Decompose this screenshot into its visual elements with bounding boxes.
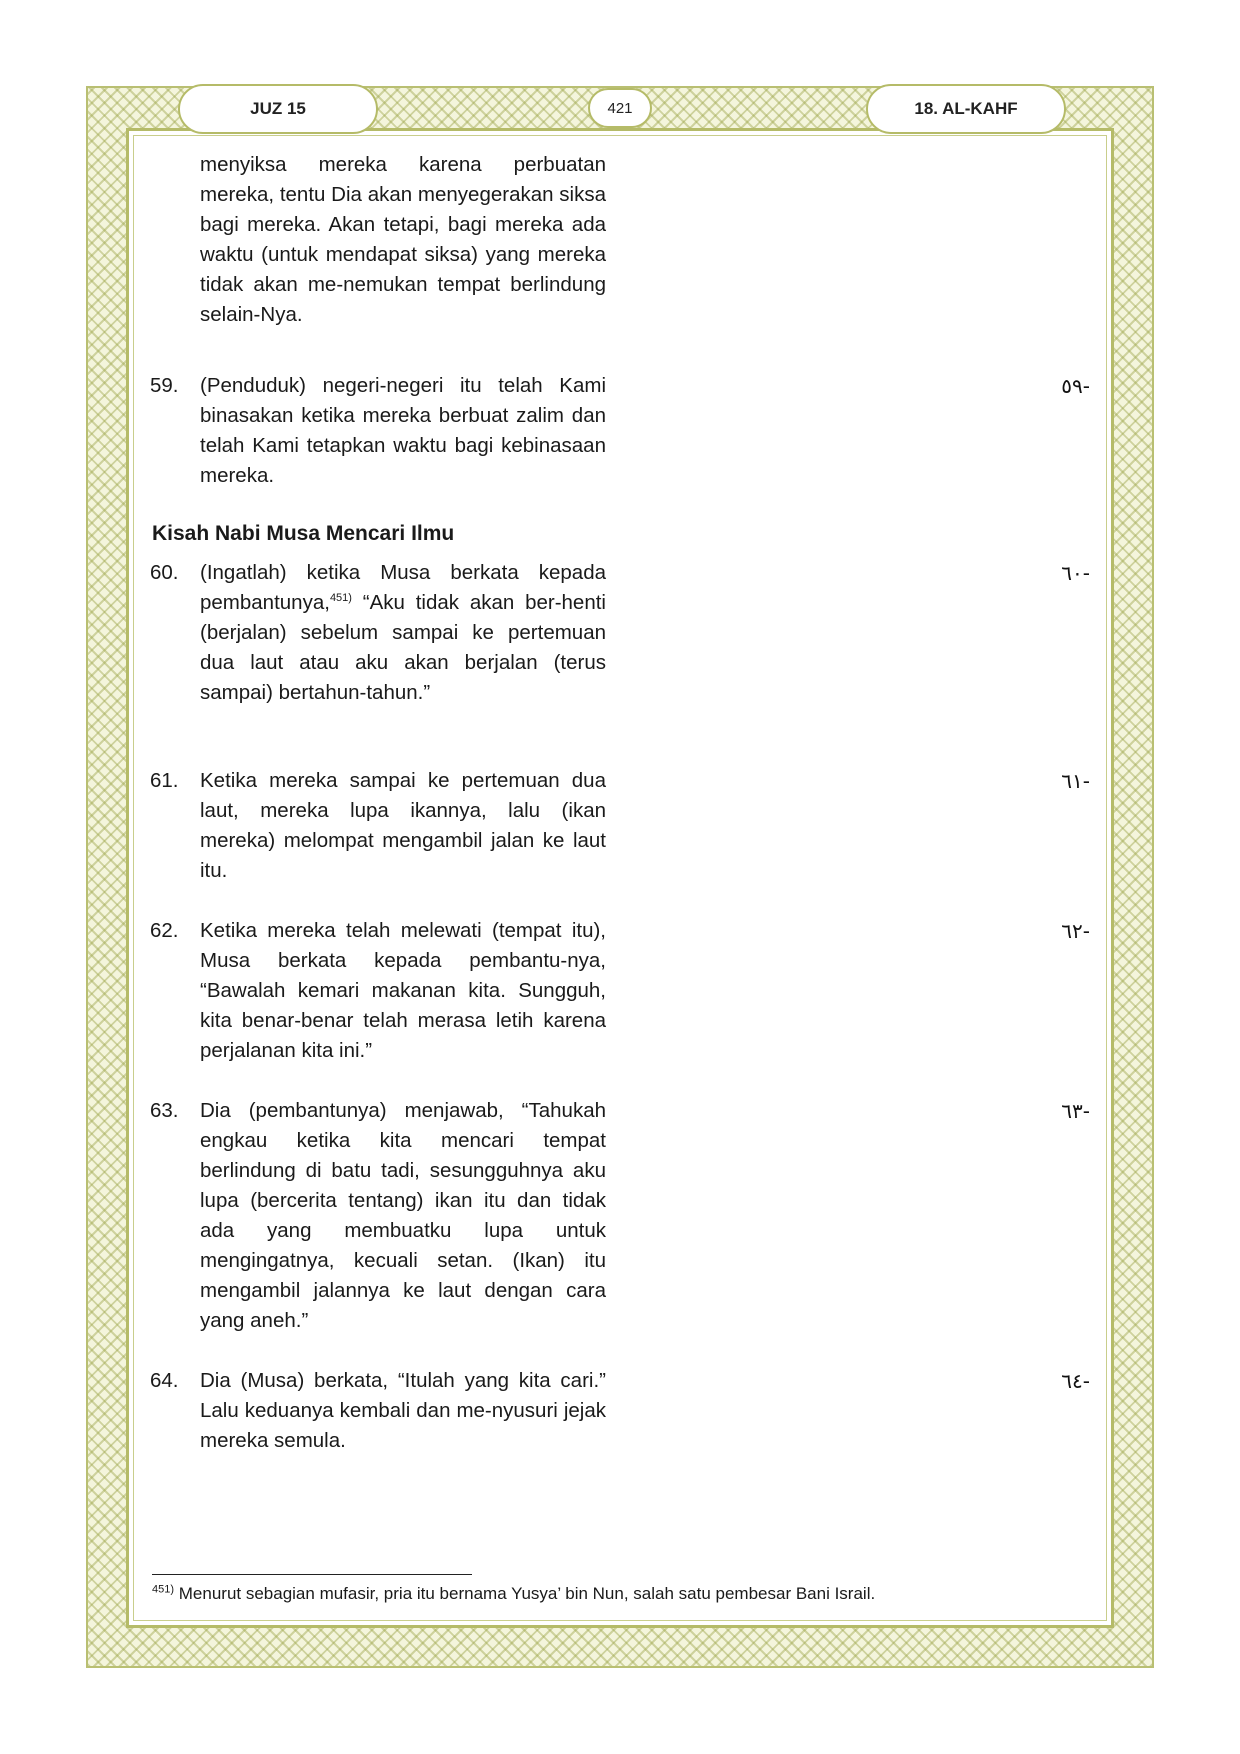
verse-translation: Ketika mereka sampai ke pertemuan dua laut, mereka lupa ikannya, lalu (ikan mereka) melompat mengambil jalan ke laut itu. [200, 769, 606, 882]
verse-number: 62. [150, 919, 179, 942]
verse-translation: Dia (Musa) berkata, “Itulah yang kita cari.” Lalu keduanya kembali dan me-nyusuri jejak mereka semula. [200, 1369, 606, 1452]
verse-number: 63. [150, 1099, 179, 1122]
verse-arabic-number: -٦٣ [1061, 1099, 1090, 1123]
verse-translation [200, 558, 606, 708]
verse-number: 61. [150, 769, 179, 792]
verse-arabic-number: -٦١ [1061, 769, 1090, 793]
page-number: 421 [588, 88, 652, 128]
verse-translation: Dia (pembantunya) menjawab, “Tahukah engkau ketika kita mencari tempat berlindung di batu tadi, sesungguhnya aku lupa (bercerita tentang) ikan itu dan tidak ada yang membuatku lupa untuk mengingatnya, kecuali setan. (Ikan) itu mengambil jalannya ke laut dengan cara yang aneh.” [200, 1099, 606, 1332]
verse-arabic-number: -٥٩ [1061, 374, 1090, 398]
verse-arabic-number: -٦٢ [1061, 919, 1090, 943]
verse-number: 64. [150, 1369, 179, 1392]
footnote-divider [152, 1574, 472, 1575]
footnote-text: Menurut sebagian mufasir, pria itu bernama Yusya’ bin Nun, salah satu pembesar Bani Israil. [174, 1584, 876, 1603]
footnote-marker: 451) [152, 1583, 175, 1596]
section-heading: Kisah Nabi Musa Mencari Ilmu [152, 522, 455, 545]
surah-label: 18. AL-KAHF [866, 84, 1066, 134]
verse-arabic-number: -٦٤ [1061, 1369, 1090, 1393]
verse-arabic-number: -٦٠ [1061, 561, 1090, 585]
juz-label: JUZ 15 [178, 84, 378, 134]
verse-number: 60. [150, 561, 179, 584]
verse-translation: Ketika mereka telah melewati (tempat itu), Musa berkata kepada pembantu-nya, “Bawalah kemari makanan kita. Sungguh, kita benar-benar telah merasa letih karena perjalanan kita ini.” [200, 919, 606, 1062]
verse-translation-part: (Ingatlah) ketika Musa berkata kepada pembantunya, [200, 561, 606, 614]
verse-translation: (Penduduk) negeri-negeri itu telah Kami binasakan ketika mereka berbuat zalim dan telah Kami tetapkan waktu bagi kebinasaan mereka. [200, 374, 606, 487]
footnote [152, 1582, 1052, 1606]
verse-translation: menyiksa mereka karena perbuatan mereka, tentu Dia akan menyegerakan siksa bagi mereka. Akan tetapi, bagi mereka ada waktu (untuk mendapat siksa) yang mereka tidak akan me-nemukan tempat berlindung selain-Nya. [200, 153, 606, 326]
footnote-reference[interactable]: 451) [329, 592, 352, 605]
verse-number: 59. [150, 374, 179, 397]
verse-translation-part: “Aku tidak akan ber-henti (berjalan) sebelum sampai ke pertemuan dua laut atau aku akan berjalan (terus sampai) bertahun-tahun.” [200, 591, 606, 704]
